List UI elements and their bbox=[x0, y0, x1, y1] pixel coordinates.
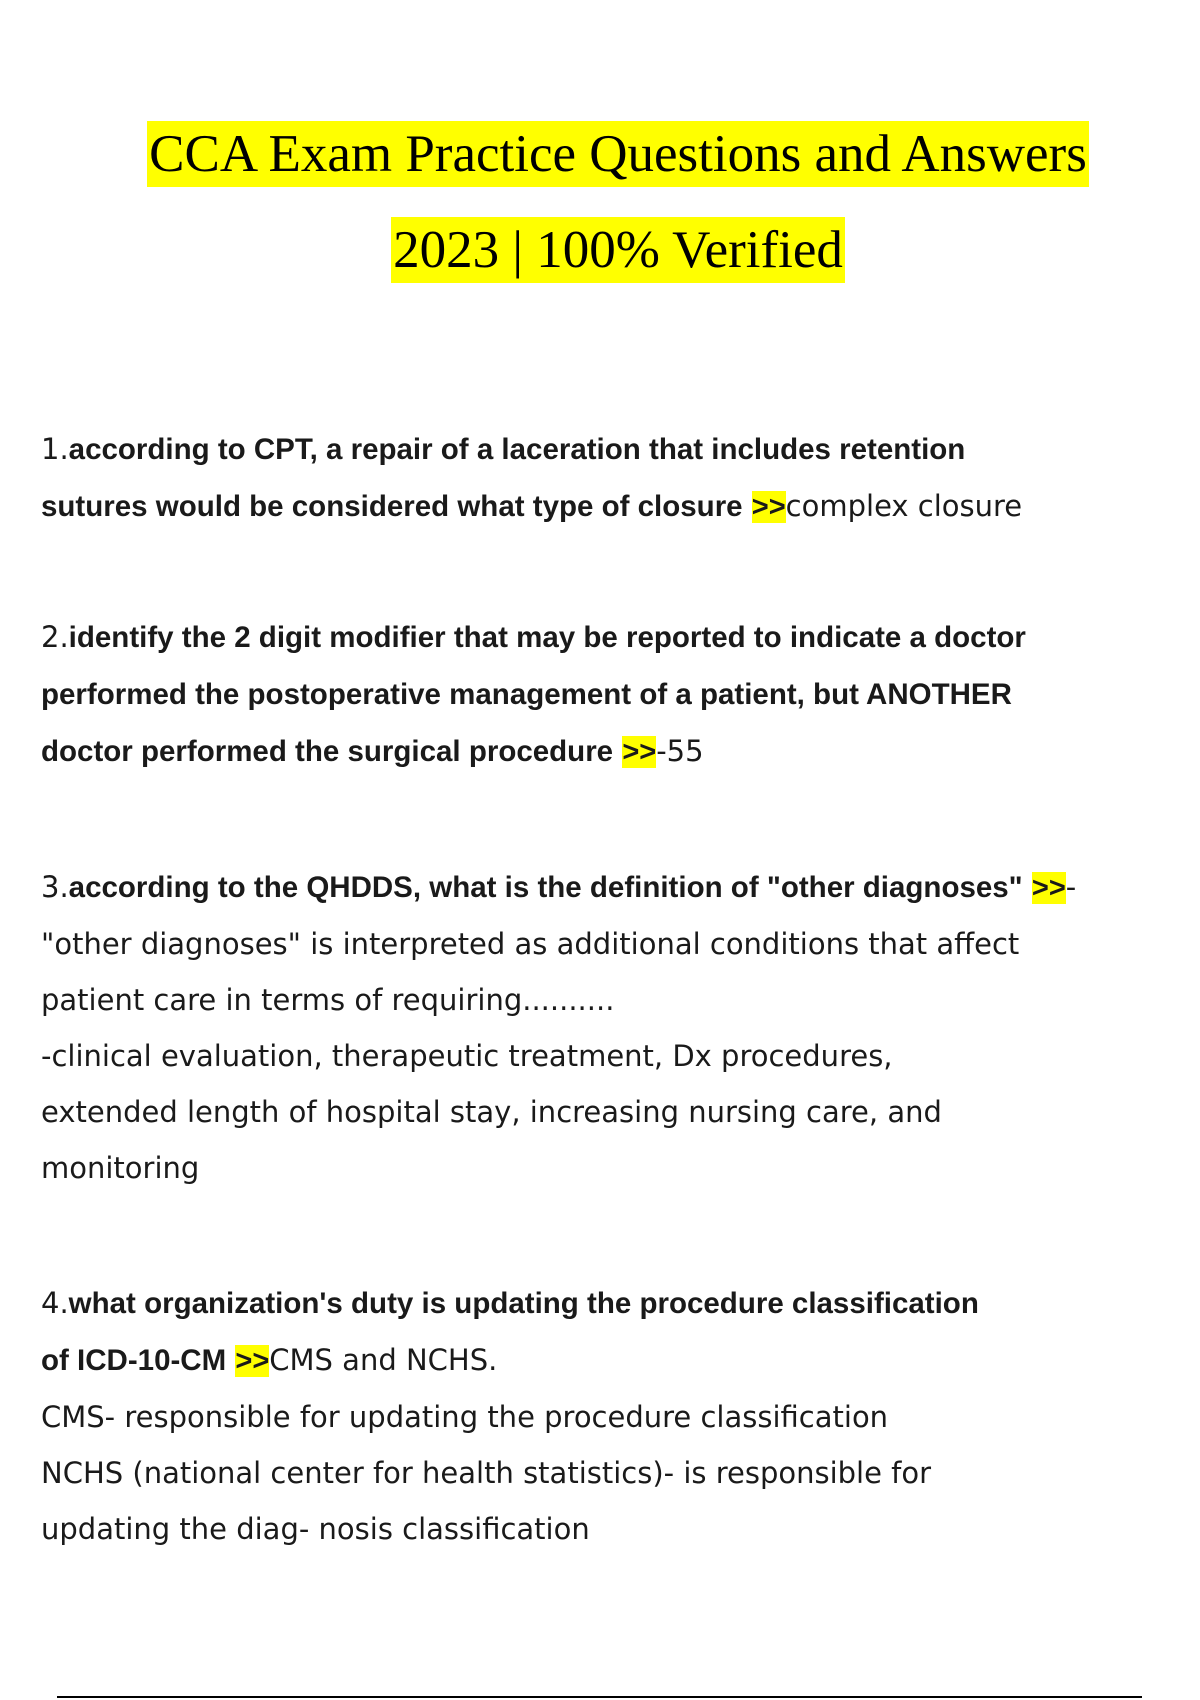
question-2-line-1 bbox=[41, 609, 1181, 666]
answer-line: extended length of hospital stay, increasing nursing care, and bbox=[41, 1095, 942, 1129]
answer-text: complex closure bbox=[785, 489, 1023, 523]
answer-line: "other diagnoses" is interpreted as additional conditions that affect bbox=[41, 927, 1020, 961]
title-text-1: CCA Exam Practice Questions and Answers bbox=[147, 121, 1089, 187]
question-text: according to the QHDDS, what is the definition of "other diagnoses" bbox=[68, 871, 1023, 904]
answer-line: monitoring bbox=[41, 1151, 200, 1185]
question-text: identify the 2 digit modifier that may be reported to indicate a doctor bbox=[68, 621, 1026, 654]
question-4-line-1 bbox=[41, 1275, 1181, 1332]
title-line-2 bbox=[0, 202, 1200, 298]
question-1-line-2 bbox=[41, 478, 1181, 535]
question-number: 1. bbox=[41, 432, 69, 466]
answer-line: CMS- responsible for updating the procedure classification bbox=[41, 1400, 889, 1434]
question-1-line-1 bbox=[41, 421, 1181, 478]
question-list bbox=[41, 421, 1181, 1557]
answer-marker: >> bbox=[622, 736, 657, 768]
document-title bbox=[0, 106, 1200, 298]
question-item-3 bbox=[41, 859, 1181, 1196]
question-number: 3. bbox=[41, 870, 69, 904]
question-number: 2. bbox=[41, 620, 69, 654]
question-2-line-3 bbox=[41, 723, 1181, 780]
answer-line: -clinical evaluation, therapeutic treatment, Dx procedures, bbox=[41, 1039, 893, 1073]
answer-marker: >> bbox=[751, 491, 786, 523]
answer-line: updating the diag- nosis classification bbox=[41, 1512, 590, 1546]
question-2-line-2 bbox=[41, 666, 1181, 723]
question-4-line-2 bbox=[41, 1332, 1181, 1389]
question-text: sutures would be considered what type of closure bbox=[41, 490, 743, 523]
answer-marker: >> bbox=[235, 1345, 270, 1377]
question-item-1 bbox=[41, 421, 1181, 535]
question-text: of ICD-10-CM bbox=[41, 1344, 227, 1377]
title-text-2: 2023 | 100% Verified bbox=[391, 217, 845, 283]
question-number: 4. bbox=[41, 1286, 69, 1320]
answer-text: CMS and NCHS. bbox=[269, 1343, 498, 1377]
answer-line: NCHS (national center for health statistics)- is responsible for bbox=[41, 1456, 932, 1490]
answer-text: -55 bbox=[656, 734, 704, 768]
question-item-2 bbox=[41, 609, 1181, 780]
page-bottom-rule bbox=[57, 1696, 1142, 1698]
answer-line: patient care in terms of requiring.......... bbox=[41, 983, 615, 1017]
question-item-4 bbox=[41, 1275, 1181, 1557]
question-text: performed the postoperative management of a patient, but ANOTHER bbox=[41, 678, 1012, 711]
answer-marker: >> bbox=[1031, 872, 1066, 904]
question-3-line-1 bbox=[41, 859, 1181, 916]
answer-text: - bbox=[1065, 870, 1077, 904]
question-text: what organization's duty is updating the procedure classification bbox=[68, 1287, 979, 1320]
question-text: doctor performed the surgical procedure bbox=[41, 735, 614, 768]
question-text: according to CPT, a repair of a laceration that includes retention bbox=[68, 433, 966, 466]
title-line-1 bbox=[0, 106, 1200, 202]
